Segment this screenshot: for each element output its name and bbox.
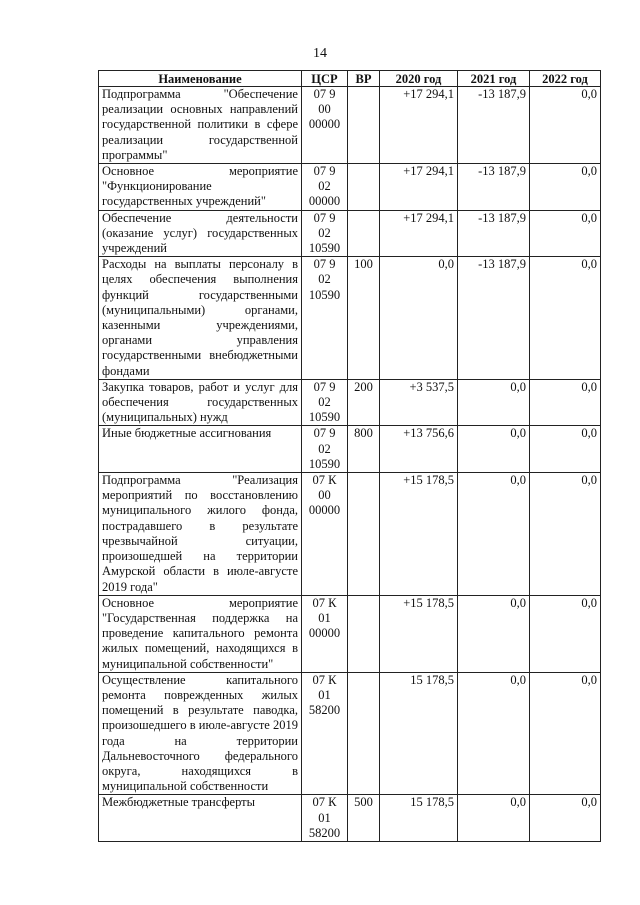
row-vr bbox=[348, 473, 380, 596]
row-2021: -13 187,9 bbox=[458, 164, 530, 211]
page-number: 14 bbox=[313, 46, 327, 61]
row-2021: 0,0 bbox=[458, 672, 530, 795]
row-2020: +15 178,5 bbox=[380, 595, 458, 672]
row-2022: 0,0 bbox=[530, 595, 601, 672]
row-vr: 800 bbox=[348, 426, 380, 473]
row-2021: 0,0 bbox=[458, 795, 530, 842]
row-2022: 0,0 bbox=[530, 210, 601, 257]
row-csr: 07 К 00 00000 bbox=[302, 473, 348, 596]
row-vr bbox=[348, 595, 380, 672]
table-row bbox=[99, 87, 601, 164]
row-name: Иные бюджетные ассигнования bbox=[99, 426, 302, 473]
row-name: Основное мероприятие "Государственная поддержка на проведение капитального ремонта жилых помещений, находящихся в муниципальной собственности" bbox=[99, 595, 302, 672]
row-2020: +13 756,6 bbox=[380, 426, 458, 473]
table-row bbox=[99, 164, 601, 211]
row-2021: 0,0 bbox=[458, 379, 530, 426]
row-2020: +15 178,5 bbox=[380, 473, 458, 596]
row-2020: 15 178,5 bbox=[380, 672, 458, 795]
row-2020: +17 294,1 bbox=[380, 164, 458, 211]
row-name: Подпрограмма "Реализация мероприятий по восстановлению муниципального жилого фонда, пострадавшего в результате чрезвычайной ситуации, произошедшей на территории Амурской области в июле-августе 2019 года" bbox=[99, 473, 302, 596]
row-2021: -13 187,9 bbox=[458, 87, 530, 164]
row-csr: 07 К 01 58200 bbox=[302, 672, 348, 795]
row-name: Подпрограмма "Обеспечение реализации основных направлений государственной политики в сфере реализации государственной программы" bbox=[99, 87, 302, 164]
row-2022: 0,0 bbox=[530, 426, 601, 473]
row-vr: 200 bbox=[348, 379, 380, 426]
row-2022: 0,0 bbox=[530, 87, 601, 164]
header-vr: ВР bbox=[348, 71, 380, 87]
table-row bbox=[99, 426, 601, 473]
row-vr: 500 bbox=[348, 795, 380, 842]
table-row bbox=[99, 210, 601, 257]
row-csr: 07 9 00 00000 bbox=[302, 87, 348, 164]
header-csr: ЦСР bbox=[302, 71, 348, 87]
table-row bbox=[99, 672, 601, 795]
row-2022: 0,0 bbox=[530, 795, 601, 842]
row-2021: 0,0 bbox=[458, 426, 530, 473]
row-vr: 100 bbox=[348, 257, 380, 380]
row-csr: 07 9 02 00000 bbox=[302, 164, 348, 211]
header-2022: 2022 год bbox=[530, 71, 601, 87]
header-name: Наименование bbox=[99, 71, 302, 87]
row-2022: 0,0 bbox=[530, 379, 601, 426]
budget-table bbox=[98, 70, 601, 842]
row-2020: +17 294,1 bbox=[380, 210, 458, 257]
table-row bbox=[99, 257, 601, 380]
row-2022: 0,0 bbox=[530, 257, 601, 380]
row-csr: 07 9 02 10590 bbox=[302, 257, 348, 380]
row-vr bbox=[348, 87, 380, 164]
row-2021: 0,0 bbox=[458, 473, 530, 596]
row-vr bbox=[348, 210, 380, 257]
table-header-row bbox=[99, 71, 601, 87]
row-2020: +3 537,5 bbox=[380, 379, 458, 426]
row-2022: 0,0 bbox=[530, 164, 601, 211]
row-csr: 07 9 02 10590 bbox=[302, 379, 348, 426]
row-2022: 0,0 bbox=[530, 473, 601, 596]
row-2022: 0,0 bbox=[530, 672, 601, 795]
row-csr: 07 К 01 00000 bbox=[302, 595, 348, 672]
row-vr bbox=[348, 672, 380, 795]
row-2020: +17 294,1 bbox=[380, 87, 458, 164]
row-2020: 0,0 bbox=[380, 257, 458, 380]
table-row bbox=[99, 595, 601, 672]
row-csr: 07 9 02 10590 bbox=[302, 210, 348, 257]
header-2020: 2020 год bbox=[380, 71, 458, 87]
row-2020: 15 178,5 bbox=[380, 795, 458, 842]
row-name: Основное мероприятие "Функционирование государственных учреждений" bbox=[99, 164, 302, 211]
row-vr bbox=[348, 164, 380, 211]
row-csr: 07 К 01 58200 bbox=[302, 795, 348, 842]
row-2021: -13 187,9 bbox=[458, 210, 530, 257]
header-2021: 2021 год bbox=[458, 71, 530, 87]
row-2021: -13 187,9 bbox=[458, 257, 530, 380]
table-row bbox=[99, 795, 601, 842]
row-2021: 0,0 bbox=[458, 595, 530, 672]
row-name: Межбюджетные трансферты bbox=[99, 795, 302, 842]
row-name: Осуществление капитального ремонта поврежденных жилых помещений в результате паводка, произошедшего в июле-августе 2019 года на территории Дальневосточного федерального округа, находящихся в муниципальной собственности bbox=[99, 672, 302, 795]
table-row bbox=[99, 473, 601, 596]
row-name: Закупка товаров, работ и услуг для обеспечения государственных (муниципальных) нужд bbox=[99, 379, 302, 426]
table-row bbox=[99, 379, 601, 426]
row-name: Расходы на выплаты персоналу в целях обеспечения выполнения функций государственными (муниципальными) органами, казенными учреждениями, органами управления государственными внебюджетными фондами bbox=[99, 257, 302, 380]
row-name: Обеспечение деятельности (оказание услуг) государственных учреждений bbox=[99, 210, 302, 257]
row-csr: 07 9 02 10590 bbox=[302, 426, 348, 473]
